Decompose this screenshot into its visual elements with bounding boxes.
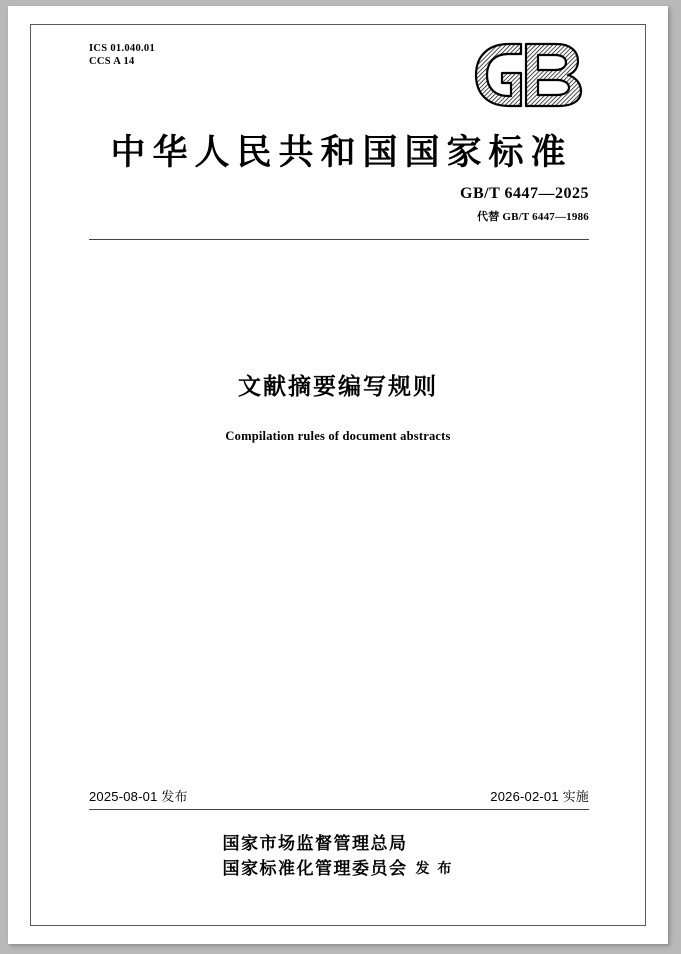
ics-classification-block [89,43,155,68]
issuer-names [223,831,408,881]
footer-divider [89,809,589,810]
standard-cover-page [8,6,668,944]
issuing-authority-block [31,831,645,881]
standard-replaces: 代替 GB/T 6447—1986 [477,211,589,223]
header-divider [89,239,589,240]
standard-number: GB/T 6447—2025 [460,185,589,202]
page-title: 中华人民共和国国家标准 [110,133,573,172]
page-border-frame [30,24,646,926]
document-title-cn: 文献摘要编写规则 [238,373,438,399]
issue-date: 2025-08-01 发布 [89,789,188,804]
document-title-en: Compilation rules of document abstracts [225,429,451,443]
ccs-code: CCS A 14 [89,55,135,67]
implementation-date: 2026-02-01 实施 [490,789,589,804]
cover-content [31,25,645,925]
standard-number-block [460,185,589,224]
ics-code: ICS 01.040.01 [89,43,156,54]
gb-logo-icon [469,39,589,111]
issuer-line-2: 国家标准化管理委员会 [222,859,408,878]
issuer-line-1: 国家市场监督管理总局 [222,834,408,853]
issuer-action-label: 发 布 [415,860,454,876]
